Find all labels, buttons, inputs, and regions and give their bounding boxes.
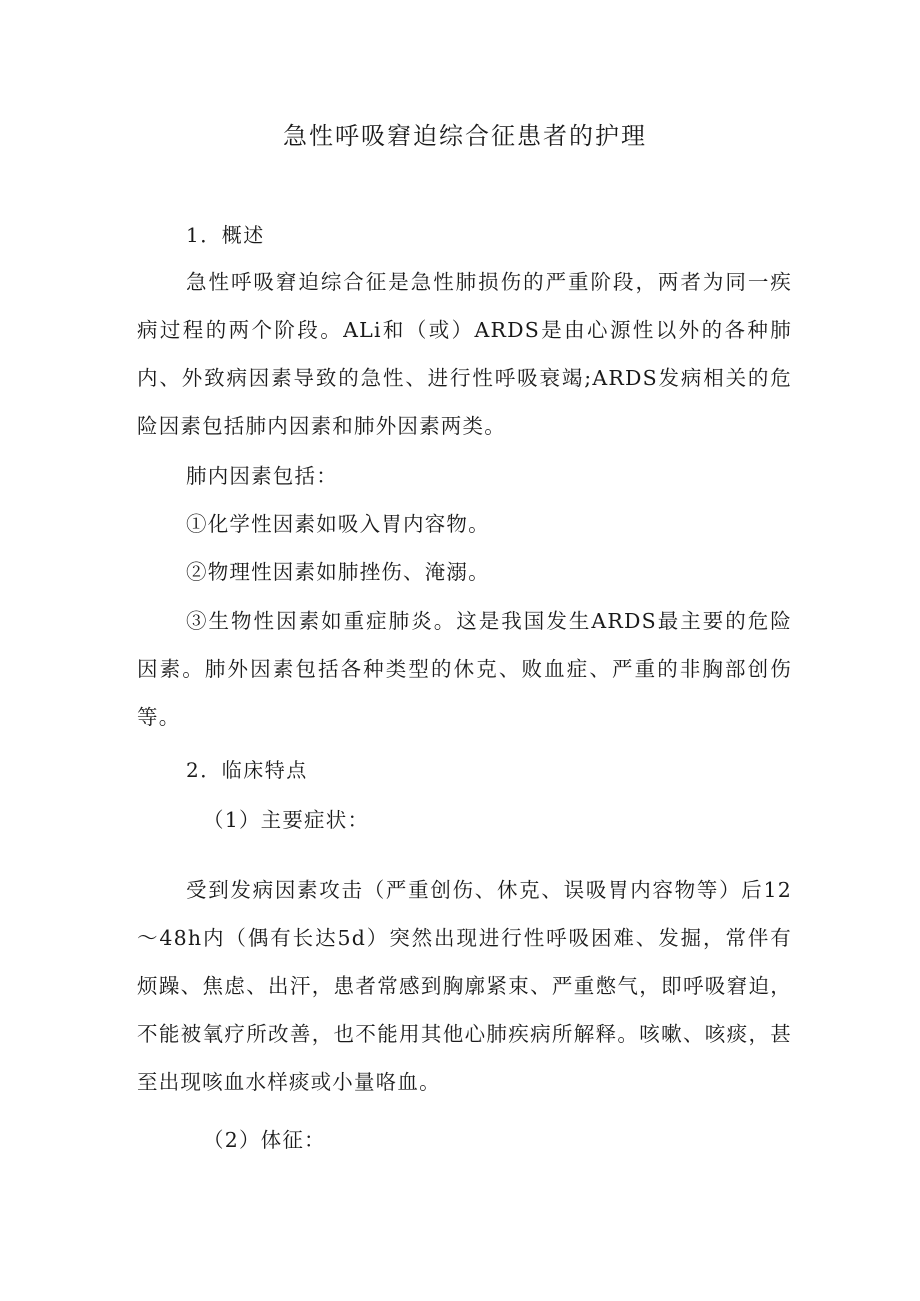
factor-physical: ②物理性因素如肺挫伤、淹溺。 bbox=[186, 560, 490, 584]
factor-biological-paragraph: ③生物性因素如重症肺炎。这是我国发生ARDS最主要的危险因素。肺外因素包括各种类型的休克、败血症、严重的非胸部创伤等。 bbox=[137, 609, 792, 729]
section-heading-clinical: 2．临床特点 bbox=[186, 758, 308, 782]
factor-chemical: ①化学性因素如吸入胃内容物。 bbox=[186, 512, 490, 536]
document-title: 急性呼吸窘迫综合征患者的护理 bbox=[283, 122, 647, 150]
lung-internal-factors-label: 肺内因素包括： bbox=[186, 464, 338, 488]
subheading-signs: （2）体征： bbox=[203, 1128, 326, 1152]
main-symptoms-paragraph: 受到发病因素攻击（严重创伤、休克、误吸胃内容物等）后12～48h内（偶有长达5d）突然出现进行性呼吸困难、发掘，常伴有烦躁、焦虑、出汗，患者常感到胸廓紧束、严重憋气，即呼吸窘迫，不能被氧疗所改善，也不能用其他心肺疾病所解释。咳嗽、咳痰，甚至出现咳血水样痰或小量咯血。 bbox=[137, 878, 792, 1094]
section-heading-overview: 1．概述 bbox=[186, 223, 265, 247]
overview-paragraph: 急性呼吸窘迫综合征是急性肺损伤的严重阶段，两者为同一疾病过程的两个阶段。ALi和（或）ARDS是由心源性以外的各种肺内、外致病因素导致的急性、进行性呼吸衰竭;ARDS发病相关的危险因素包括肺内因素和肺外因素两类。 bbox=[137, 270, 792, 438]
subheading-main-symptoms: （1）主要症状： bbox=[203, 808, 370, 832]
